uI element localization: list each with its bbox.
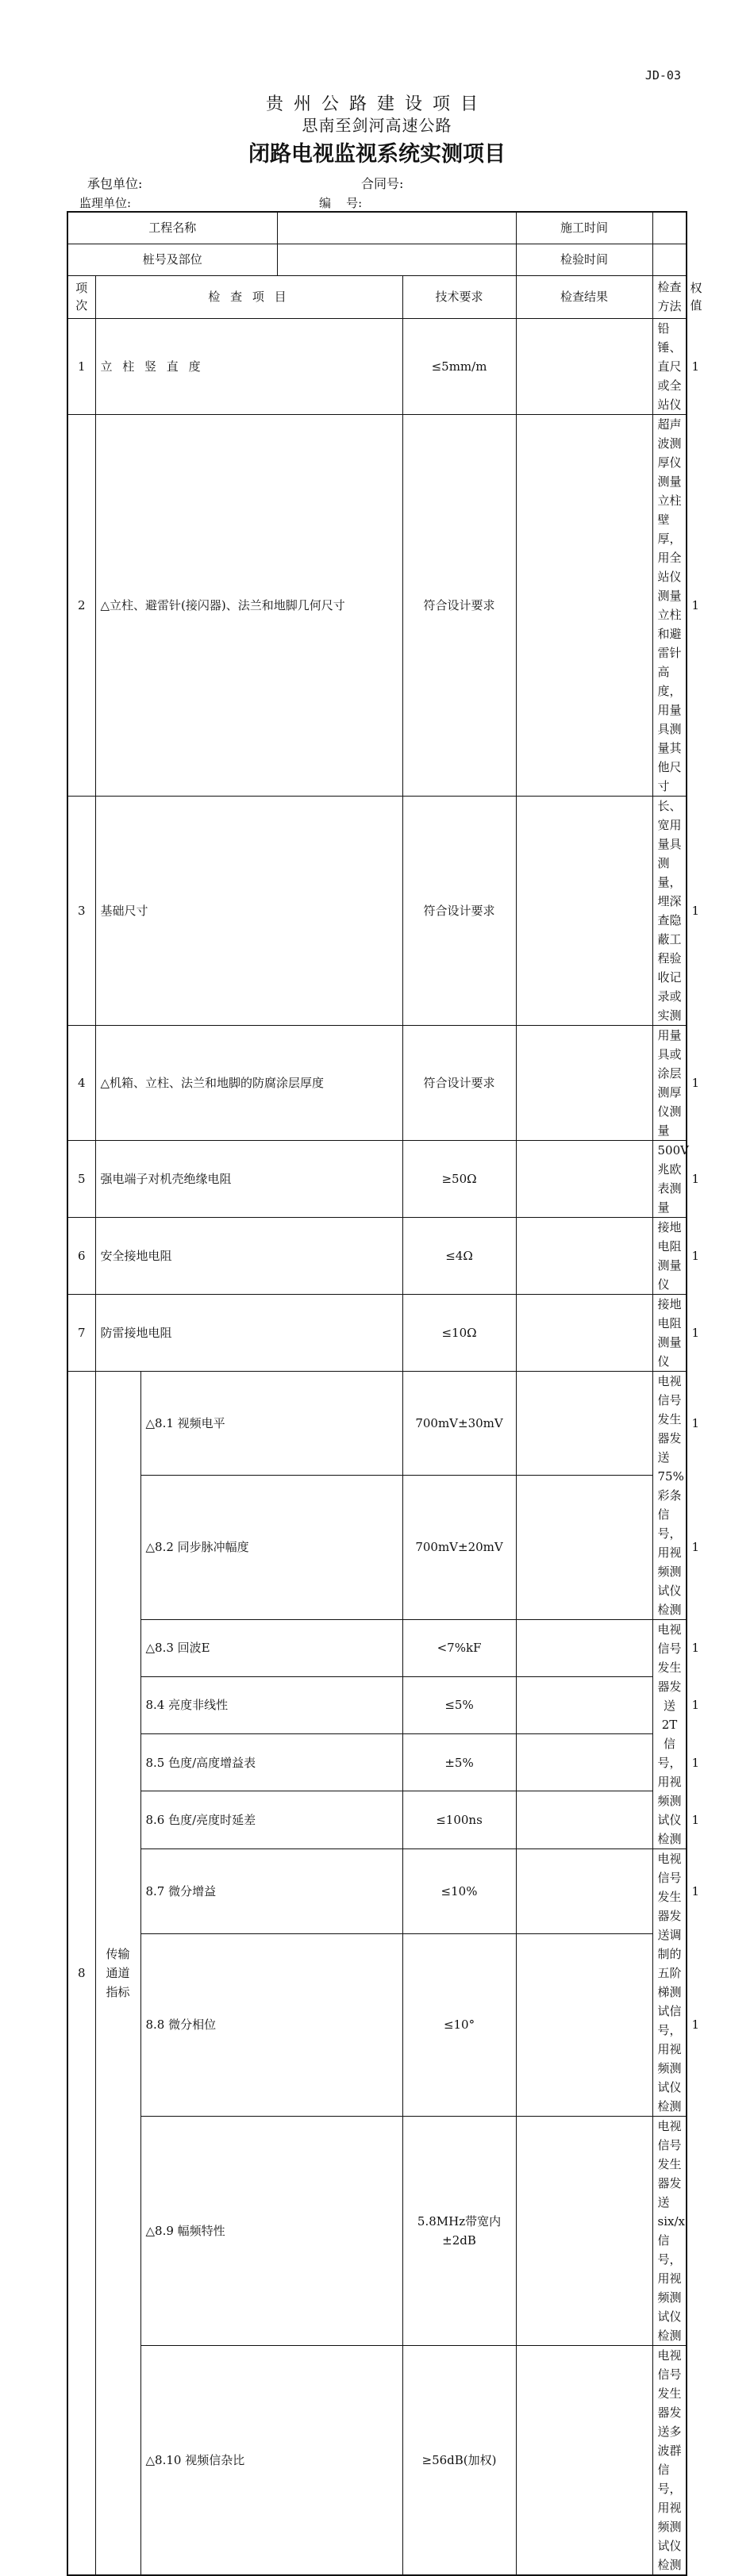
group8-label: 传输通道指标: [95, 1371, 140, 2575]
row-result[interactable]: [516, 1217, 652, 1294]
table-row: 4 △机箱、立柱、法兰和地脚的防腐涂层厚度 符合设计要求 用量具或涂层测厚仪测量 1: [67, 1025, 687, 1140]
contract-no-label: 合同号:: [361, 176, 404, 191]
sub-req: ≤5%: [402, 1676, 516, 1733]
row-item: 安全接地电阻: [95, 1217, 402, 1294]
inspection-time-label: 检验时间: [516, 244, 652, 275]
sub-item: △8.10 视频信杂比: [140, 2345, 402, 2575]
method-group-1: 电视信号发生器发送75%彩条信号，用视频测试仪检测: [652, 1371, 687, 1619]
construction-time-value[interactable]: [652, 212, 687, 244]
document-code: JD-03: [644, 68, 681, 83]
sub-req-line1: 5.8MHz带宽内: [417, 2213, 502, 2229]
number-label: 编 号:: [319, 196, 363, 210]
sub-result[interactable]: [516, 1619, 652, 1676]
row-result[interactable]: [516, 796, 652, 1025]
row-result[interactable]: [516, 318, 652, 414]
row-req: ≥50Ω: [402, 1140, 516, 1217]
col-tech-req: 技术要求: [402, 275, 516, 318]
row-item: 基础尺寸: [95, 796, 402, 1025]
header-project: 贵州公路建设项目: [265, 94, 488, 114]
row-method: 接地电阻测量仪: [652, 1294, 687, 1371]
sub-row: [67, 2345, 687, 2575]
row-no: 3: [67, 796, 95, 1025]
column-header-row: 项次 检 查 项 目 技术要求 检查结果 检查方法 权值: [67, 275, 687, 318]
station-part-label: 桩号及部位: [67, 244, 277, 275]
row-method: 500V兆欧表测量: [652, 1140, 687, 1217]
row-req: ≤10Ω: [402, 1294, 516, 1371]
inspection-table: [67, 211, 702, 2576]
project-name-value[interactable]: [277, 212, 516, 244]
header-road: 思南至剑河高速公路: [302, 116, 452, 135]
row-result[interactable]: [516, 1140, 652, 1217]
sub-item: 8.4 亮度非线性: [140, 1676, 402, 1733]
row-req: 符合设计要求: [402, 796, 516, 1025]
construction-time-label: 施工时间: [516, 212, 652, 244]
inspection-time-value[interactable]: [652, 244, 687, 275]
row-item: 立 柱 竖 直 度: [95, 318, 402, 414]
sub-row: △8.3 回波E <7%kF 电视信号发生器发送2T信号，用视频测试仪检测 1: [67, 1619, 687, 1676]
row-no: 1: [67, 318, 95, 414]
sub-item: △8.9 幅频特性: [140, 2116, 402, 2345]
sub-result[interactable]: [516, 2116, 652, 2345]
sub-req: [402, 2116, 516, 2345]
sub-row: [67, 2116, 687, 2345]
sub-req: ≥56dB(加权): [402, 2345, 516, 2575]
sub-req: 700mV±20mV: [402, 1476, 516, 1619]
table-row: 3 基础尺寸 符合设计要求 长、宽用量具测量，埋深查隐蔽工程验收记录或实测 1: [67, 796, 687, 1025]
sub-req: ≤100ns: [402, 1791, 516, 1849]
station-part-value[interactable]: [277, 244, 516, 275]
row-item: 强电端子对机壳绝缘电阻: [95, 1140, 402, 1217]
contractor-label: 承包单位:: [87, 176, 143, 191]
row-result[interactable]: [516, 414, 652, 796]
sub-row: 8.4 亮度非线性 ≤5% 1: [67, 1676, 687, 1733]
sub-item: 8.6 色度/亮度时延差: [140, 1791, 402, 1849]
col-result: 检查结果: [516, 275, 652, 318]
sub-req: <7%kF: [402, 1619, 516, 1676]
sub-result[interactable]: [516, 2345, 652, 2575]
sub-req: ≤10°: [402, 1934, 516, 2116]
row-no: 5: [67, 1140, 95, 1217]
table-row: 1 立 柱 竖 直 度 ≤5mm/m 铅锤、直尺或全站仪 1: [67, 318, 687, 414]
row-no: 6: [67, 1217, 95, 1294]
sub-req: ≤10%: [402, 1849, 516, 1934]
table-row: 7 防雷接地电阻 ≤10Ω 接地电阻测量仪 1: [67, 1294, 687, 1371]
row-no: 2: [67, 414, 95, 796]
sub-result[interactable]: [516, 1371, 652, 1476]
sub-row: 8.5 色度/高度增益表 ±5% 1: [67, 1734, 687, 1791]
sub-item: △8.1 视频电平: [140, 1371, 402, 1476]
sub-result[interactable]: [516, 1849, 652, 1934]
sub-item: 8.8 微分相位: [140, 1934, 402, 2116]
row-method: 长、宽用量具测量，埋深查隐蔽工程验收记录或实测: [652, 796, 687, 1025]
row-item: △机箱、立柱、法兰和地脚的防腐涂层厚度: [95, 1025, 402, 1140]
group8-no: 8: [67, 1371, 95, 2575]
sub-row: △8.2 同步脉冲幅度 700mV±20mV 1: [67, 1476, 687, 1619]
sub-req-line2: ±2dB: [442, 2232, 476, 2248]
row-result[interactable]: [516, 1294, 652, 1371]
col-item-no: 项次: [67, 275, 95, 318]
row-method: 接地电阻测量仪: [652, 1217, 687, 1294]
row-method: 超声波测厚仪测量立柱壁厚，用全站仪测量立柱和避雷针高度，用量具测量其他尺寸: [652, 414, 687, 796]
table-row: 6 安全接地电阻 ≤4Ω 接地电阻测量仪 1: [67, 1217, 687, 1294]
station-row: [67, 244, 687, 275]
row-item: 防雷接地电阻: [95, 1294, 402, 1371]
table-row: 2 △立柱、避雷针(接闪器)、法兰和地脚几何尺寸 符合设计要求 超声波测厚仪测量立柱壁厚，用全站仪测量立柱和避雷针高度，用量具测量其他尺寸 1: [67, 414, 687, 796]
project-name-label: 工程名称: [67, 212, 277, 244]
project-name-row: [67, 212, 687, 244]
page-title: 闭路电视监视系统实测项目: [248, 142, 506, 167]
row-no: 7: [67, 1294, 95, 1371]
sub-result[interactable]: [516, 1734, 652, 1791]
sub-row: 8 传输通道指标 △8.1 视频电平 700mV±30mV 电视信号发生器发送75%彩条信号，用视频测试仪检测 1: [67, 1371, 687, 1476]
sub-item: 8.5 色度/高度增益表: [140, 1734, 402, 1791]
sub-item: 8.7 微分增益: [140, 1849, 402, 1934]
sub-result[interactable]: [516, 1676, 652, 1733]
table-row: 5 强电端子对机壳绝缘电阻 ≥50Ω 500V兆欧表测量 1: [67, 1140, 687, 1217]
sub-row: 8.6 色度/亮度时延差 ≤100ns 1: [67, 1791, 687, 1849]
method-group-4: 电视信号发生器发送six/x信号，用视频测试仪检测: [652, 2116, 687, 2345]
sub-req: ±5%: [402, 1734, 516, 1791]
method-group-3: 电视信号发生器发送调制的五阶梯测试信号，用视频测试仪检测: [652, 1849, 687, 2116]
row-req: 符合设计要求: [402, 1025, 516, 1140]
row-method: 用量具或涂层测厚仪测量: [652, 1025, 687, 1140]
sub-result[interactable]: [516, 1791, 652, 1849]
sub-item: △8.2 同步脉冲幅度: [140, 1476, 402, 1619]
row-req: ≤5mm/m: [402, 318, 516, 414]
row-method: 铅锤、直尺或全站仪: [652, 318, 687, 414]
sub-row: 8.8 微分相位 ≤10° 1: [67, 1934, 687, 2116]
sub-row: 8.7 微分增益 ≤10% 电视信号发生器发送调制的五阶梯测试信号，用视频测试仪检测 1: [67, 1849, 687, 1934]
method-group-5: 电视信号发生器发送多波群信号，用视频测试仪检测: [652, 2345, 687, 2575]
row-item: △立柱、避雷针(接闪器)、法兰和地脚几何尺寸: [95, 414, 402, 796]
method-group-2: 电视信号发生器发送2T信号，用视频测试仪检测: [652, 1619, 687, 1849]
row-result[interactable]: [516, 1025, 652, 1140]
sub-item: △8.3 回波E: [140, 1619, 402, 1676]
supervisor-label: 监理单位:: [79, 196, 132, 210]
col-method: 检查方法: [652, 275, 687, 318]
sub-result[interactable]: [516, 1476, 652, 1619]
row-no: 4: [67, 1025, 95, 1140]
sub-req: 700mV±30mV: [402, 1371, 516, 1476]
row-req: ≤4Ω: [402, 1217, 516, 1294]
row-req: 符合设计要求: [402, 414, 516, 796]
col-check-item: 检 查 项 目: [95, 275, 402, 318]
sub-result[interactable]: [516, 1934, 652, 2116]
